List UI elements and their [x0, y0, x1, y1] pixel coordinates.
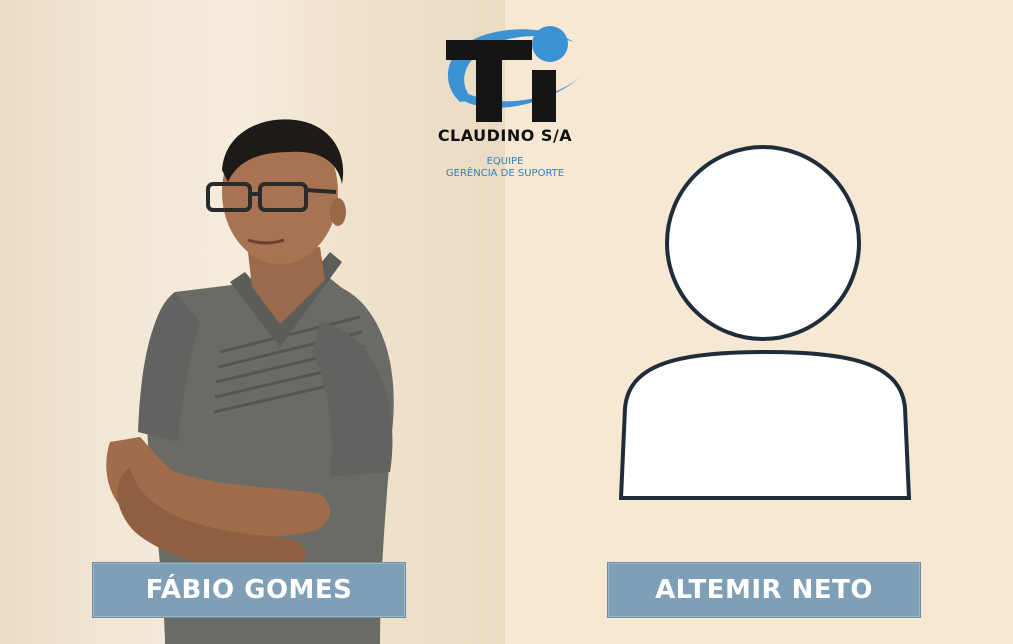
company-logo	[420, 22, 595, 179]
team-line-1: EQUIPE	[486, 156, 524, 167]
person-name: ALTEMIR NETO	[655, 575, 873, 605]
team-line-2: GERÊNCIA DE SUPORTE	[445, 168, 565, 179]
company-name: CLAUDINO S/A	[437, 126, 573, 145]
person-name: FÁBIO GOMES	[145, 575, 353, 605]
avatar-body	[621, 352, 909, 498]
name-plate-altemir	[607, 562, 921, 618]
name-plate-fabio	[92, 562, 406, 618]
avatar-head	[667, 147, 859, 339]
team-label	[420, 156, 590, 180]
ti-logo-mark	[434, 22, 584, 130]
avatar-placeholder-icon	[615, 140, 915, 505]
